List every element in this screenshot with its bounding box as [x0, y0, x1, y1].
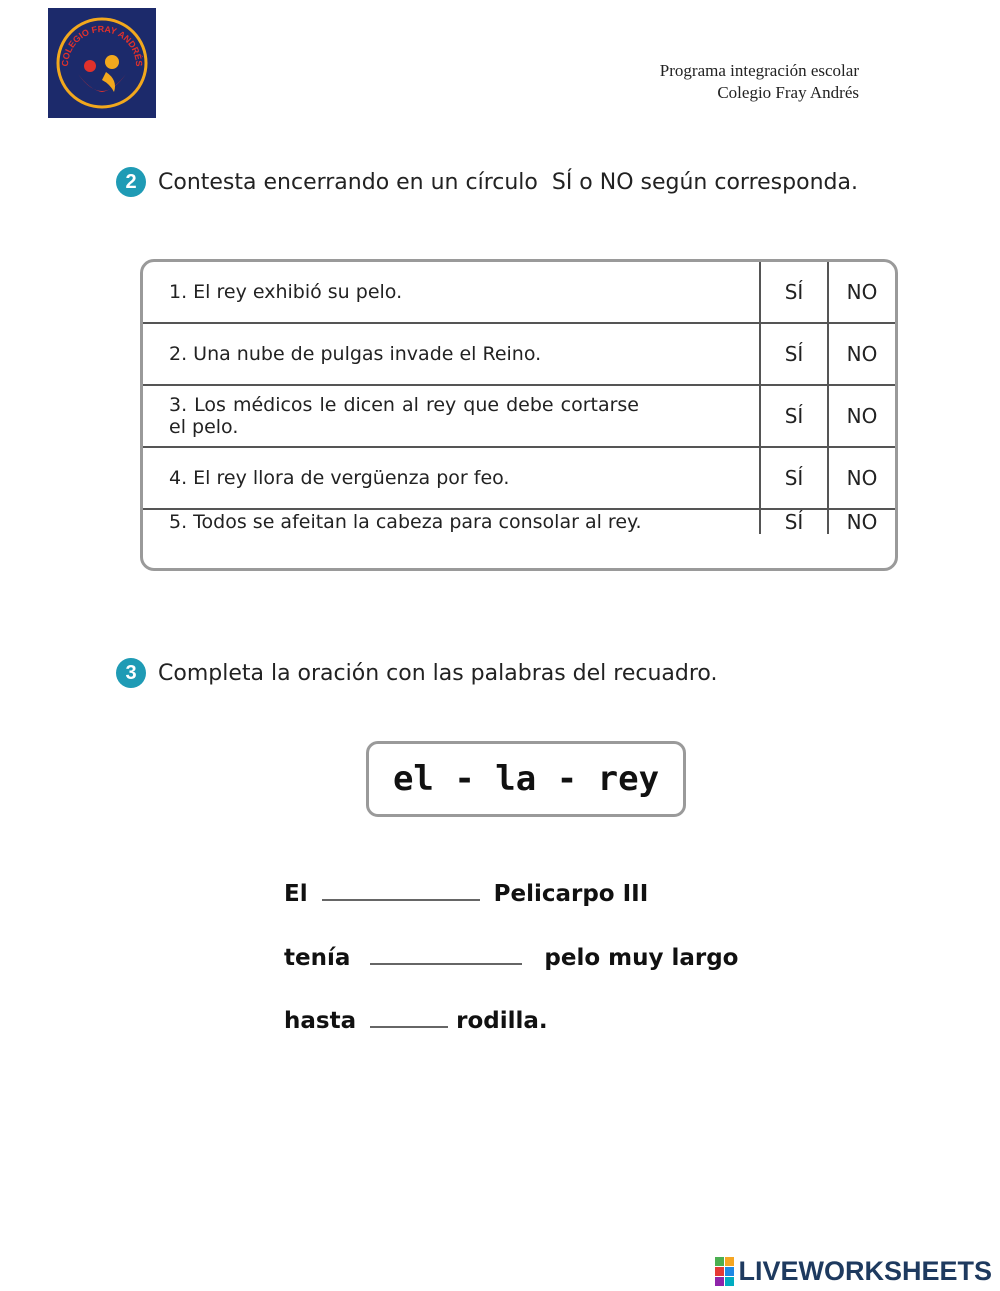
header-line-school: Colegio Fray Andrés [717, 83, 859, 102]
no-option[interactable]: NO [846, 404, 878, 428]
liveworksheets-brand: LIVEWORKSHEETS [738, 1256, 992, 1286]
table-row [143, 510, 895, 534]
school-logo [48, 8, 156, 118]
no-option[interactable]: NO [846, 510, 878, 534]
sentence-after: rodilla. [456, 1008, 548, 1034]
word-bank-box: el - la - rey [366, 741, 686, 817]
liveworksheets-mark-icon [715, 1257, 734, 1286]
answer-blank-1[interactable] [322, 898, 480, 901]
sentence-before: hasta [284, 1008, 357, 1034]
question-text: 2. Una nube de pulgas invade el Reino. [143, 324, 761, 384]
table-row [143, 448, 895, 510]
mark-square [725, 1267, 734, 1276]
sentence-after: Pelicarpo III [493, 881, 649, 907]
yes-option[interactable]: SÍ [761, 324, 829, 384]
mark-square [725, 1257, 734, 1266]
no-option[interactable]: NO [846, 280, 878, 304]
mark-square [725, 1277, 734, 1286]
question-text: 3. Los médicos le dicen al rey que debe cortarse el pelo. [143, 386, 761, 446]
answer-blank-3[interactable] [370, 1025, 448, 1028]
question-text: 4. El rey llora de vergüenza por feo. [143, 448, 761, 508]
section2-instruction [116, 167, 858, 197]
yes-option[interactable]: SÍ [761, 262, 829, 322]
sentence-after: pelo muy largo [544, 945, 739, 971]
table-row [143, 324, 895, 386]
yes-option[interactable]: SÍ [761, 386, 829, 446]
section3-instruction-text: Completa la oración con las palabras del recuadro. [158, 660, 718, 686]
question-text: 1. El rey exhibió su pelo. [143, 262, 761, 322]
header-text [660, 60, 859, 104]
header-line-program: Programa integración escolar [659, 61, 859, 80]
section3-instruction [116, 658, 718, 688]
sentence-before: El [284, 881, 308, 907]
mark-square [715, 1267, 724, 1276]
logo-text: COLEGIO FRAY ANDRÉS [59, 23, 145, 67]
no-option[interactable]: NO [846, 342, 878, 366]
yes-no-table [140, 259, 898, 571]
section2-instruction-text: Contesta encerrando en un círculo SÍ o NO según corresponda. [158, 169, 858, 195]
sentence-line-3 [284, 1008, 548, 1034]
mark-square [715, 1257, 724, 1266]
sentence-before: tenía [284, 945, 351, 971]
section2-number-badge: 2 [116, 167, 146, 197]
sentence-line-2 [284, 945, 738, 971]
mark-square [715, 1277, 724, 1286]
table-row [143, 262, 895, 324]
question-text: 5. Todos se afeitan la cabeza para consolar al rey. [143, 510, 761, 534]
no-option[interactable]: NO [846, 466, 878, 490]
section3-number-badge: 3 [116, 658, 146, 688]
answer-blank-2[interactable] [370, 962, 522, 965]
yes-option[interactable]: SÍ [761, 510, 829, 534]
liveworksheets-logo [715, 1256, 992, 1287]
table-row [143, 386, 895, 448]
yes-option[interactable]: SÍ [761, 448, 829, 508]
sentence-line-1 [284, 881, 648, 907]
